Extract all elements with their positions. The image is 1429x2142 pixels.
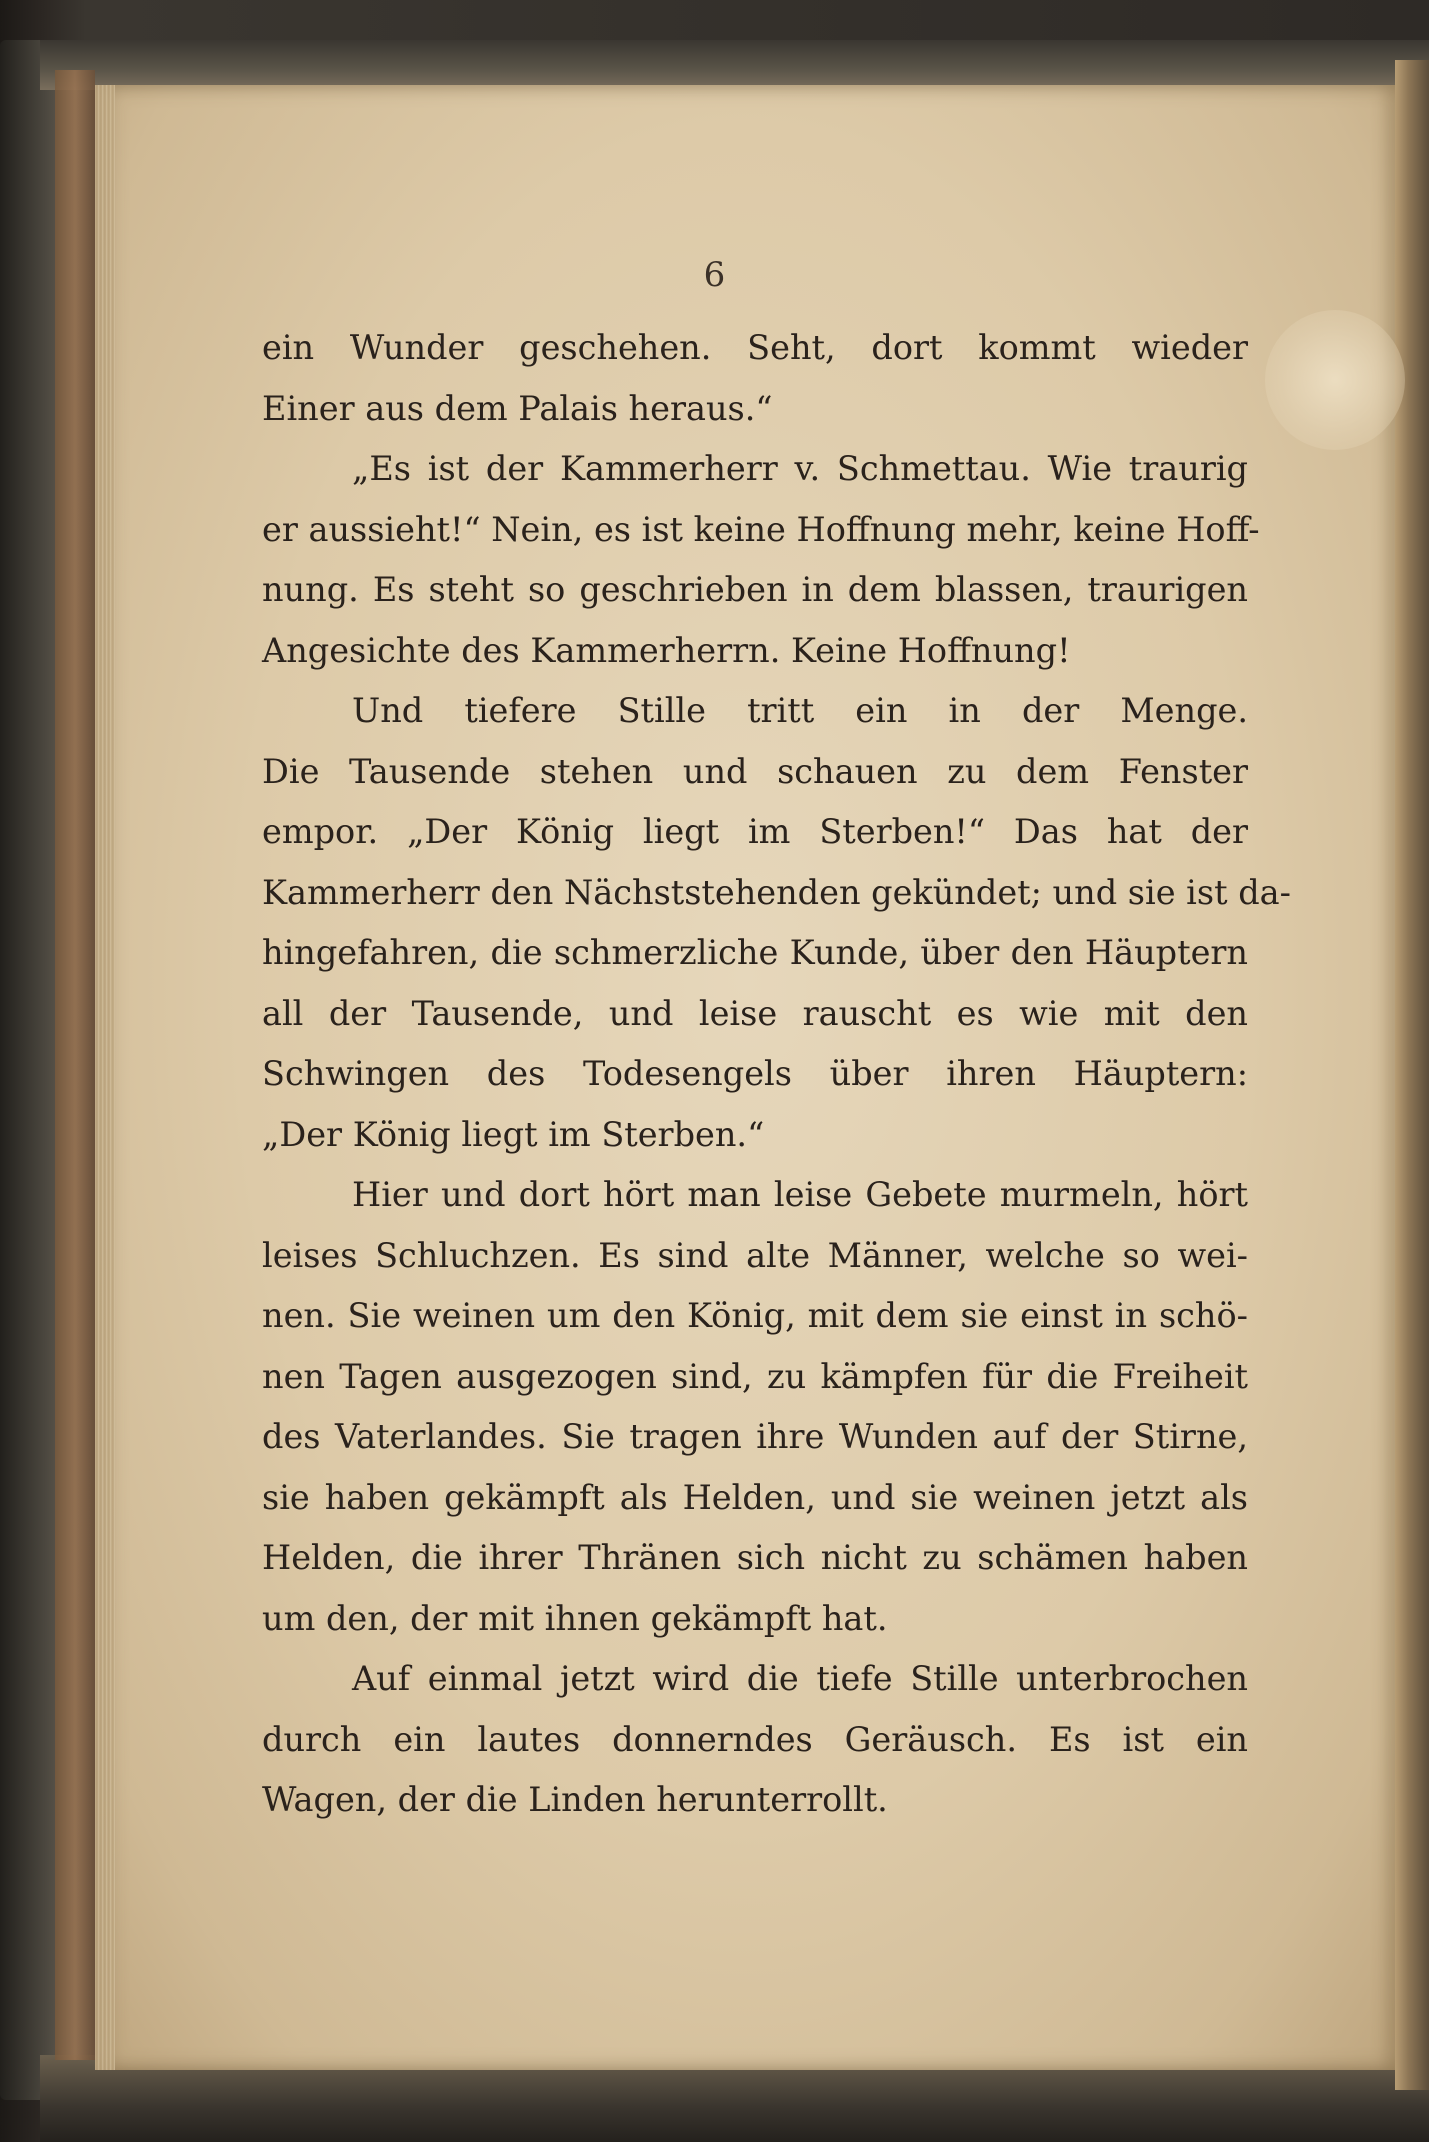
text-line: Und tiefere Stille tritt ein in der Menge.: [352, 691, 1248, 730]
text-line: sie haben gekämpft als Helden, und sie weinen jetzt als: [262, 1477, 1248, 1517]
spine-leather: [55, 70, 95, 2060]
text-line: Kammerherr den Nächststehenden gekündet; und sie ist da-: [262, 872, 1291, 912]
text-line: empor. „Der König liegt im Sterben!“ Das hat der: [262, 812, 1248, 851]
book-cover-top: [40, 40, 1429, 90]
text-line: des Vaterlandes. Sie tragen ihre Wunden auf der Stirne,: [262, 1417, 1248, 1456]
paper-stain: [1265, 310, 1405, 450]
text-line: all der Tausende, und leise rauscht es wie mit den: [262, 993, 1248, 1033]
paragraph-4: [262, 1165, 1248, 1649]
text-line: nung. Es steht so geschrieben in dem blassen, traurigen: [262, 570, 1248, 609]
text-line: hingefahren, die schmerzliche Kunde, über den Häuptern: [262, 933, 1248, 972]
text-line: er aussieht!“ Nein, es ist keine Hoffnung mehr, keine Hoff-: [262, 509, 1260, 549]
text-line: leises Schluchzen. Es sind alte Männer, welche so wei-: [262, 1235, 1248, 1275]
paragraph-3: [262, 681, 1291, 1165]
paragraph-1: [262, 318, 1248, 439]
text-line: Auf einmal jetzt wird die tiefe Stille unterbrochen: [352, 1659, 1248, 1698]
paragraph-2: [262, 439, 1260, 681]
text-line: nen. Sie weinen um den König, mit dem sie einst in schö-: [262, 1296, 1248, 1335]
text-line: „Es ist der Kammerherr v. Schmettau. Wie traurig: [352, 449, 1248, 488]
text-line: Die Tausende stehen und schauen zu dem Fenster: [262, 751, 1248, 791]
text-line: ein Wunder geschehen. Seht, dort kommt wieder: [262, 328, 1248, 367]
text-line: nen Tagen ausgezogen sind, zu kämpfen für die Freiheit: [262, 1356, 1248, 1396]
page-number: 6: [703, 255, 726, 295]
text-line: „Der König liegt im Sterben.“: [262, 1114, 765, 1154]
page-edges: [95, 85, 115, 2070]
text-line: Angesichte des Kammerherrn. Keine Hoffnung!: [262, 630, 1071, 670]
text-line: durch ein lautes donnerndes Geräusch. Es ist ein: [262, 1719, 1248, 1759]
text-line: Helden, die ihrer Thränen sich nicht zu schämen haben: [262, 1538, 1248, 1577]
paragraph-5: [262, 1649, 1248, 1831]
text-line: Hier und dort hört man leise Gebete murmeln, hört: [352, 1175, 1248, 1214]
text-line: um den, der mit ihnen gekämpft hat.: [262, 1598, 888, 1638]
text-line: Wagen, der die Linden herunterrollt.: [262, 1780, 888, 1819]
text-line: Einer aus dem Palais heraus.“: [262, 388, 773, 428]
body-text: [262, 318, 1291, 1831]
text-line: Schwingen des Todesengels über ihren Häuptern:: [262, 1054, 1248, 1093]
